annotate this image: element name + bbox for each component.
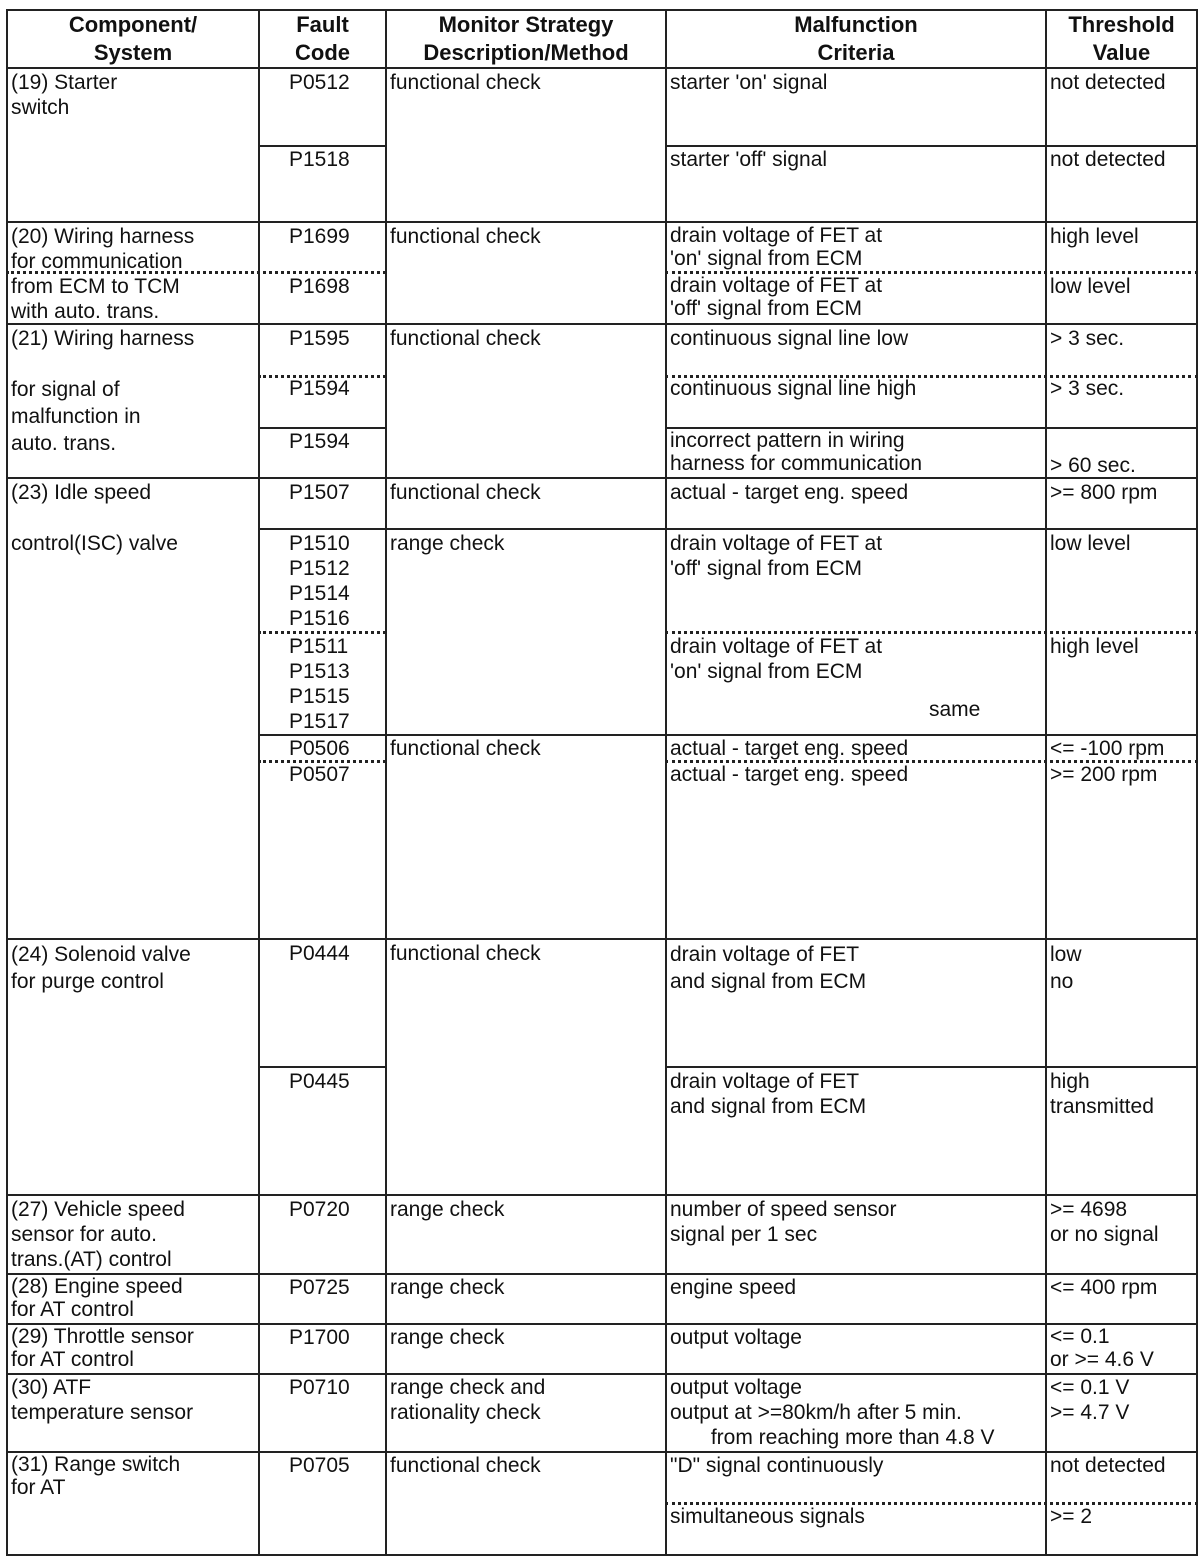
threshold-cell: <= 400 rpm xyxy=(1050,1276,1158,1299)
fault-code-cell: P0444 xyxy=(289,942,350,965)
criteria-cell: actual - target eng. speed xyxy=(670,481,909,504)
threshold-cell: not detected xyxy=(1050,71,1166,94)
monitor-cell: functional check xyxy=(390,225,541,248)
subrow-border xyxy=(665,1066,1198,1068)
component-cell: for signal of malfunction in auto. trans. xyxy=(11,378,141,455)
component-cell: (21) Wiring harness xyxy=(11,327,195,350)
threshold-cell: >= 2 xyxy=(1050,1505,1093,1528)
threshold-cell: not detected xyxy=(1050,148,1166,171)
fault-code-cell: P1518 xyxy=(289,148,350,171)
component-cell: (23) Idle speed xyxy=(11,481,152,504)
component-cell: (19) Starter switch xyxy=(11,71,118,119)
fault-code-cell: P1511 P1513 P1515 P1517 xyxy=(289,635,350,733)
header-threshold-value: Threshold Value xyxy=(1068,12,1175,65)
component-cell: (31) Range switch for AT xyxy=(11,1453,181,1499)
criteria-cell: output voltage output at >=80km/h after 5 min. from reaching more than 4.8 V xyxy=(670,1376,995,1449)
criteria-cell: drain voltage of FET at 'on' signal from ECM xyxy=(670,635,883,683)
fault-code-cell: P0720 xyxy=(289,1198,350,1221)
criteria-cell: incorrect pattern in wiring harness for communication xyxy=(670,429,923,475)
component-cell: (30) ATF temperature sensor xyxy=(11,1376,194,1424)
row-border xyxy=(6,1554,1198,1556)
threshold-cell: > 3 sec. xyxy=(1050,377,1125,400)
criteria-cell: continuous signal line high xyxy=(670,377,917,400)
row-border xyxy=(6,67,1198,69)
threshold-cell: <= 0.1 V >= 4.7 V xyxy=(1050,1376,1130,1424)
threshold-cell: > 3 sec. xyxy=(1050,327,1125,350)
fault-code-cell: P1698 xyxy=(289,275,350,298)
fault-code-cell: P0512 xyxy=(289,71,350,94)
threshold-cell: not detected xyxy=(1050,1454,1166,1477)
header-malfunction-criteria: Malfunction Criteria xyxy=(794,12,918,65)
fault-code-cell: P1595 xyxy=(289,327,350,350)
monitor-cell: functional check xyxy=(390,942,541,965)
fault-code-cell: P0705 xyxy=(289,1454,350,1477)
component-cell: (28) Engine speed for AT control xyxy=(11,1275,183,1321)
monitor-cell: range check xyxy=(390,1198,505,1221)
component-cell: (20) Wiring harness for communication from ECM to TCM with auto. trans. xyxy=(11,225,195,323)
threshold-cell: > 60 sec. xyxy=(1050,454,1136,477)
monitor-cell: functional check xyxy=(390,737,541,760)
criteria-cell: continuous signal line low xyxy=(670,327,909,350)
criteria-cell: drain voltage of FET and signal from ECM xyxy=(670,1070,867,1118)
threshold-cell: >= 200 rpm xyxy=(1050,763,1158,786)
fault-code-cell: P1594 xyxy=(289,377,350,400)
threshold-cell: >= 800 rpm xyxy=(1050,481,1158,504)
fault-code-cell: P1594 xyxy=(289,430,350,453)
subrow-border xyxy=(258,1066,386,1068)
fault-code-cell: P0507 xyxy=(289,763,350,786)
criteria-cell: "D" signal continuously xyxy=(670,1454,884,1477)
header-monitor-strategy: Monitor Strategy Description/Method xyxy=(423,12,629,65)
row-border xyxy=(6,221,1198,223)
component-cell: (29) Throttle sensor for AT control xyxy=(11,1325,194,1371)
subrow-border xyxy=(258,528,1198,530)
monitor-cell: functional check xyxy=(390,327,541,350)
threshold-cell: low level xyxy=(1050,532,1131,555)
threshold-cell: high level xyxy=(1050,225,1139,248)
threshold-cell: <= -100 rpm xyxy=(1050,737,1165,760)
component-cell: control(ISC) valve xyxy=(11,532,178,555)
fault-code-cell: P1699 xyxy=(289,225,350,248)
monitor-cell: functional check xyxy=(390,481,541,504)
threshold-cell: <= 0.1 or >= 4.6 V xyxy=(1050,1325,1154,1371)
criteria-cell: drain voltage of FET at 'on' signal from ECM xyxy=(670,224,883,270)
header-fault-code: Fault Code xyxy=(295,12,350,65)
monitor-cell: range check xyxy=(390,1326,505,1349)
fault-code-cell: P1507 xyxy=(289,481,350,504)
row-border xyxy=(6,938,1198,940)
monitor-cell: range check xyxy=(390,532,505,555)
fault-code-cell: P1510 P1512 P1514 P1516 xyxy=(289,532,350,630)
criteria-cell: drain voltage of FET and signal from ECM xyxy=(670,943,867,993)
threshold-cell: low no xyxy=(1050,943,1082,993)
threshold-cell: high level xyxy=(1050,635,1139,658)
monitor-cell: range check xyxy=(390,1276,505,1299)
fault-code-cell: P1700 xyxy=(289,1326,350,1349)
threshold-cell: >= 4698 or no signal xyxy=(1050,1198,1159,1246)
fault-code-cell: P0725 xyxy=(289,1276,350,1299)
criteria-note: same xyxy=(929,698,981,721)
threshold-cell: high transmitted xyxy=(1050,1070,1154,1118)
header-component: Component/ System xyxy=(68,12,198,65)
criteria-cell: simultaneous signals xyxy=(670,1505,865,1528)
fault-code-cell: P0710 xyxy=(289,1376,350,1399)
criteria-cell: actual - target eng. speed xyxy=(670,737,909,760)
criteria-cell: output voltage xyxy=(670,1326,802,1349)
fault-code-cell: P0445 xyxy=(289,1070,350,1093)
row-border xyxy=(6,477,1198,479)
criteria-cell: drain voltage of FET at 'off' signal from ECM xyxy=(670,274,883,320)
fault-code-cell: P0506 xyxy=(289,737,350,760)
criteria-cell: engine speed xyxy=(670,1276,797,1299)
row-border xyxy=(6,1194,1198,1196)
criteria-cell: starter 'off' signal xyxy=(670,148,828,171)
threshold-cell: low level xyxy=(1050,275,1131,298)
criteria-cell: drain voltage of FET at 'off' signal from ECM xyxy=(670,532,883,580)
monitor-cell: range check and rationality check xyxy=(390,1376,546,1424)
monitor-cell: functional check xyxy=(390,71,541,94)
criteria-cell: actual - target eng. speed xyxy=(670,763,909,786)
criteria-cell: starter 'on' signal xyxy=(670,71,828,94)
component-cell: (27) Vehicle speed sensor for auto. trans.(AT) control xyxy=(11,1198,185,1271)
monitor-cell: functional check xyxy=(390,1454,541,1477)
component-cell: (24) Solenoid valve for purge control xyxy=(11,943,191,993)
criteria-cell: number of speed sensor signal per 1 sec xyxy=(670,1198,897,1246)
